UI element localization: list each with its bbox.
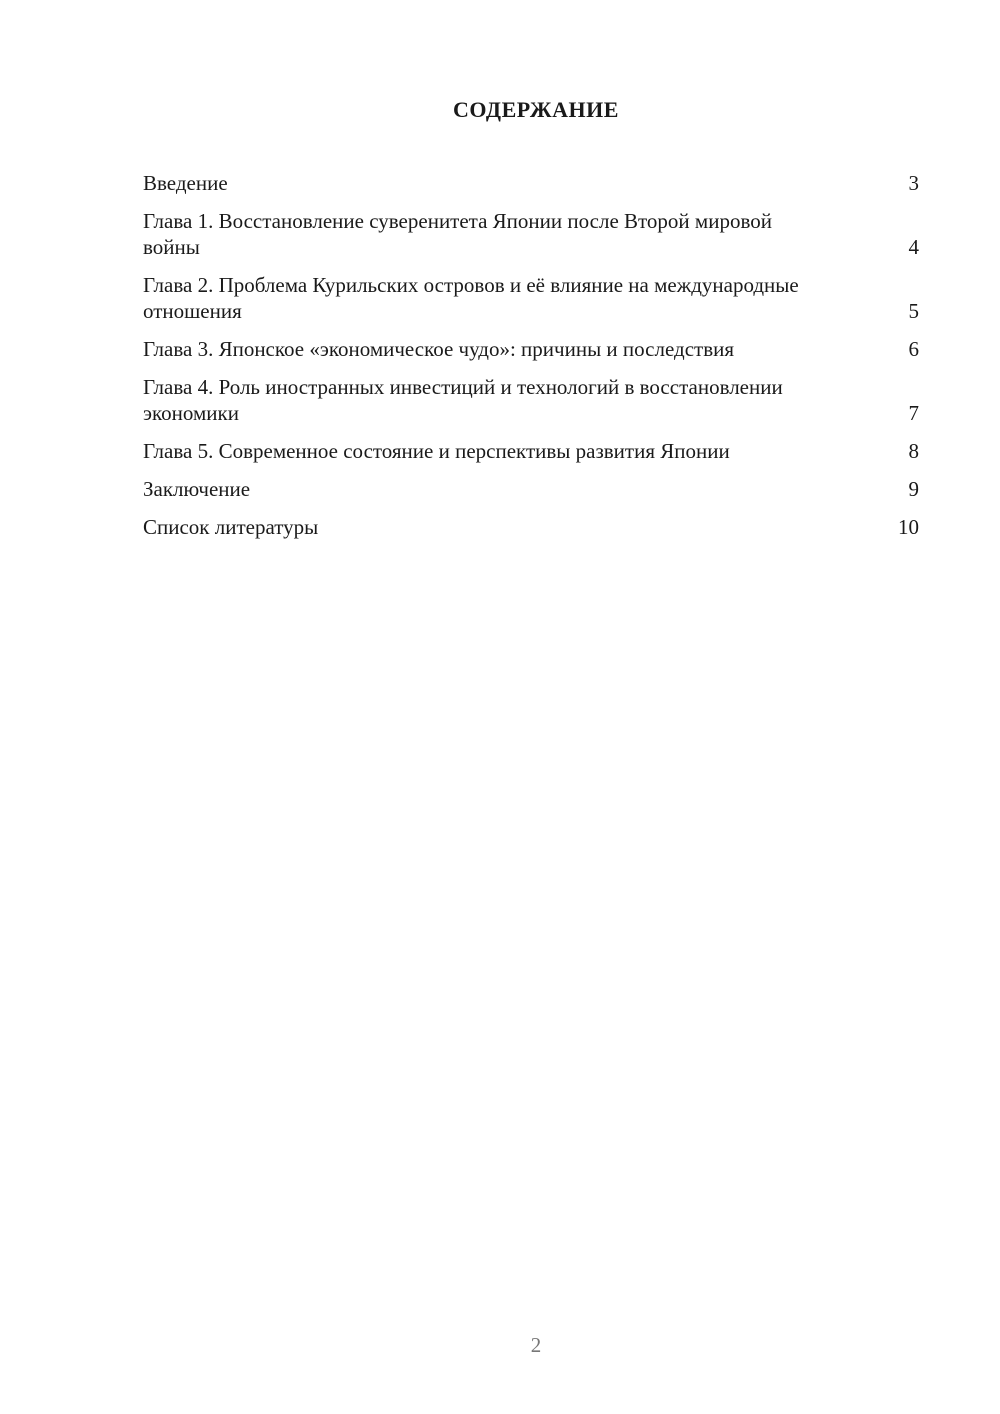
toc-entry-page: 3 bbox=[908, 171, 919, 195]
toc-entry-page: 10 bbox=[898, 515, 919, 539]
toc-entry-text: Введение bbox=[143, 171, 228, 195]
toc-entry-text: Список литературы bbox=[143, 515, 319, 539]
page-title: СОДЕРЖАНИЕ bbox=[453, 97, 619, 122]
toc-entry-page: 5 bbox=[908, 299, 919, 323]
toc-entry-chapter-3[interactable] bbox=[143, 336, 919, 362]
table-of-contents bbox=[143, 170, 919, 552]
toc-entry-page: 4 bbox=[908, 235, 919, 259]
toc-entry-text: Глава 5. Современное состояние и перспективы развития Японии bbox=[143, 439, 730, 463]
toc-entry-text: Глава 1. Восстановление суверенитета Японии после Второй мировой войны bbox=[143, 209, 772, 259]
toc-entry-chapter-4[interactable] bbox=[143, 374, 919, 426]
toc-entry-page: 9 bbox=[908, 477, 919, 501]
toc-entry-conclusion[interactable] bbox=[143, 476, 919, 502]
toc-entry-chapter-1[interactable] bbox=[143, 208, 919, 260]
toc-entry-page: 6 bbox=[908, 337, 919, 361]
toc-entry-page: 7 bbox=[908, 401, 919, 425]
toc-entry-text: Глава 4. Роль иностранных инвестиций и технологий в восстановлении экономики bbox=[143, 375, 783, 425]
toc-entry-text: Глава 2. Проблема Курильских островов и её влияние на международные отношения bbox=[143, 273, 799, 323]
toc-entry-text: Заключение bbox=[143, 477, 251, 501]
toc-entry-page: 8 bbox=[908, 439, 919, 463]
toc-entry-introduction[interactable] bbox=[143, 170, 919, 196]
toc-entry-chapter-2[interactable] bbox=[143, 272, 919, 324]
page-number: 2 bbox=[530, 1333, 542, 1357]
toc-entry-bibliography[interactable] bbox=[143, 514, 919, 540]
toc-entry-text: Глава 3. Японское «экономическое чудо»: причины и последствия bbox=[143, 337, 735, 361]
toc-entry-chapter-5[interactable] bbox=[143, 438, 919, 464]
